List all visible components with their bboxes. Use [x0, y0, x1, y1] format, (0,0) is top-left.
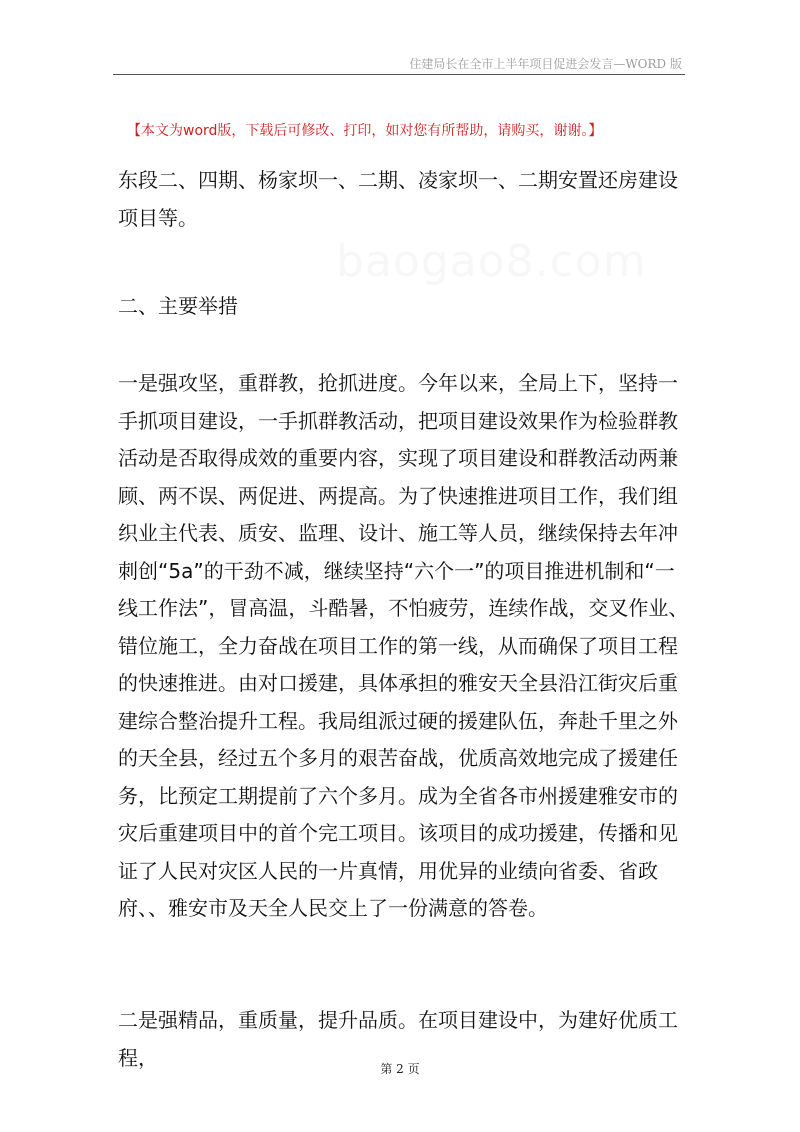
paragraph-second-measure: 二是强精品，重质量，提升品质。在项目建设中，为建好优质工程， [118, 1008, 678, 1070]
paragraph-continuation: 东段二、四期、杨家坝一、二期、凌家坝一、二期安置还房建设项目等。 [118, 168, 678, 230]
header-divider [113, 74, 685, 75]
section-heading: 二、主要举措 [118, 294, 238, 318]
page-header-title: 住建局长在全市上半年项目促进会发言—WORD 版 [409, 57, 682, 71]
watermark: baogao8.com [336, 236, 647, 287]
page-number: 第 2 页 [380, 1062, 420, 1076]
download-notice: 【本文为word版，下载后可修改、打印，如对您有所帮助，请购买，谢谢。】 [127, 123, 603, 139]
paragraph-first-measure: 一是强攻坚，重群教，抢抓进度。今年以来，全局上下，坚持一手抓项目建设，一手抓群教活动，把项目建设效果作为检验群教活动是否取得成效的重要内容，实现了项目建设和群教活动两兼顾、两不误、两促进、两提高。为了快速推进项目工作，我们组织业主代表、质安、监理、设计、施工等人员，继续保持去年冲刺创“5a”的干劲不减，继续坚持“六个一”的项目推进机制和“一线工作法”，冒高温，斗酷暑，不怕疲劳，连续作战，交叉作业、错位施工，全力奋战在项目工作的第一线，从而确保了项目工程的快速推进。由对口援建，具体承担的雅安天全县沿江街灾后重建综合整治提升工程。我局组派过硬的援建队伍，奔赴千里之外的天全县，经过五个多月的艰苦奋战，优质高效地完成了援建任务，比预定工期提前了六个多月。成为全省各市州援建雅安市的灾后重建项目中的首个完工项目。该项目的成功援建，传播和见证了人民对灾区人民的一片真情，用优异的业绩向省委、省政府、、雅安市及天全人民交上了一份满意的答卷。 [118, 371, 689, 920]
